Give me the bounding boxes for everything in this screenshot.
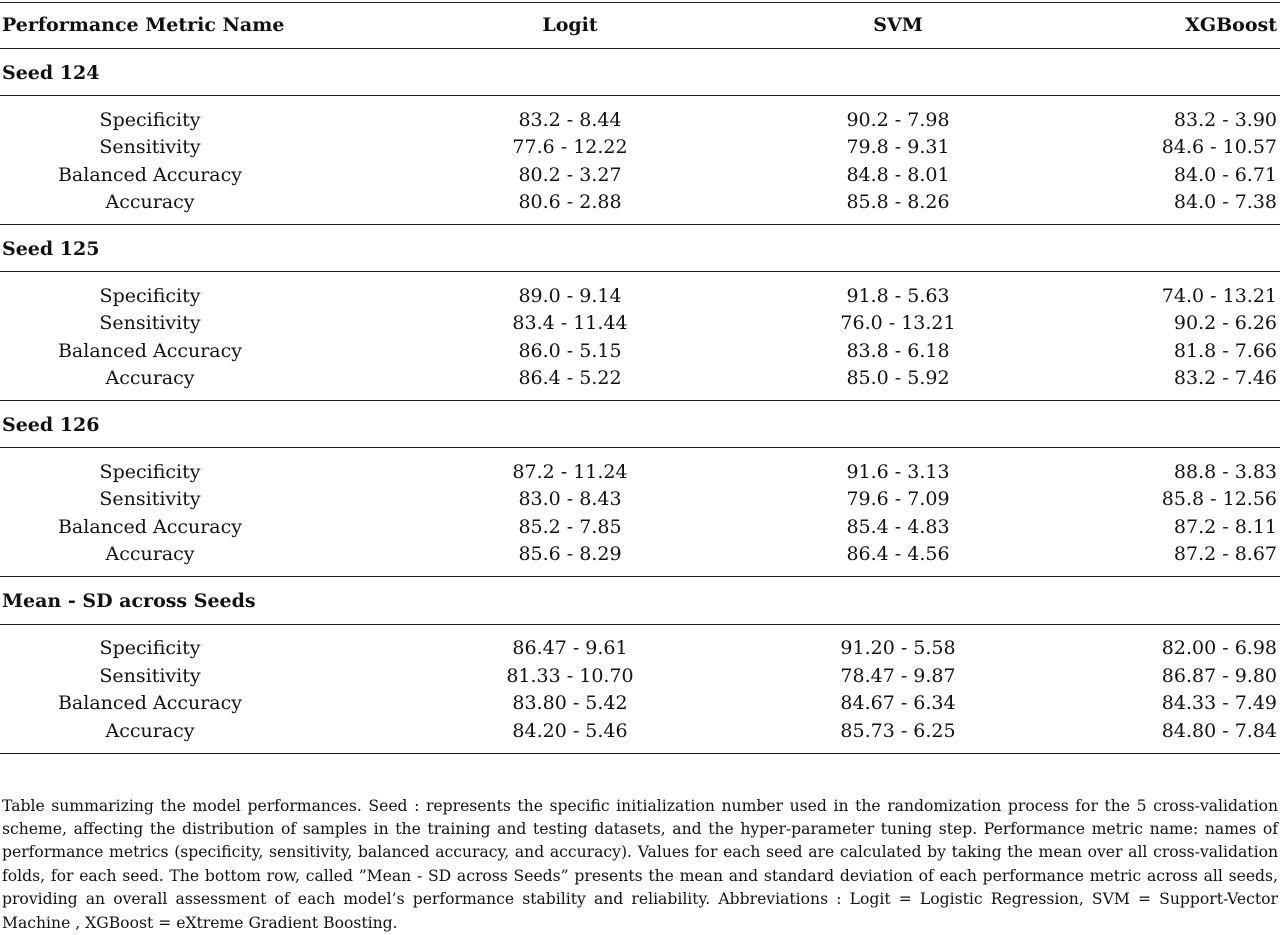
metric-label: Sensitivity [99, 488, 201, 510]
section-title-seed-126: Seed 126 [2, 414, 100, 436]
xgboost-value: 84.0 - 7.38 [1173, 191, 1277, 213]
xgboost-value: 82.00 - 6.98 [1161, 637, 1277, 659]
logit-value: 85.2 - 7.85 [518, 516, 622, 538]
section-rule [0, 400, 1280, 401]
metric-label: Specificity [99, 285, 201, 307]
logit-value: 87.2 - 11.24 [512, 461, 628, 483]
xgboost-value: 87.2 - 8.67 [1173, 543, 1277, 565]
section-title-seed-124: Seed 124 [2, 62, 100, 84]
section-rule [0, 447, 1280, 448]
section-rule [0, 576, 1280, 577]
svm-value: 84.8 - 8.01 [846, 164, 950, 186]
xgboost-value: 84.33 - 7.49 [1161, 692, 1277, 714]
logit-value: 86.4 - 5.22 [518, 367, 622, 389]
logit-value: 83.4 - 11.44 [512, 312, 628, 334]
metric-label: Sensitivity [99, 665, 201, 687]
logit-value: 86.0 - 5.15 [518, 340, 622, 362]
logit-value: 81.33 - 10.70 [506, 665, 634, 687]
logit-value: 83.80 - 5.42 [512, 692, 628, 714]
svm-value: 83.8 - 6.18 [846, 340, 950, 362]
metric-label: Specificity [99, 109, 201, 131]
metric-label: Specificity [99, 461, 201, 483]
metric-label: Sensitivity [99, 312, 201, 334]
logit-value: 83.2 - 8.44 [518, 109, 622, 131]
xgboost-value: 84.80 - 7.84 [1161, 720, 1277, 742]
xgboost-value: 84.0 - 6.71 [1173, 164, 1277, 186]
metric-label: Sensitivity [99, 136, 201, 158]
header-xgboost: XGBoost [1185, 14, 1277, 36]
svm-value: 91.20 - 5.58 [840, 637, 956, 659]
logit-value: 86.47 - 9.61 [512, 637, 628, 659]
xgboost-value: 84.6 - 10.57 [1161, 136, 1277, 158]
xgboost-value: 87.2 - 8.11 [1173, 516, 1277, 538]
logit-value: 89.0 - 9.14 [518, 285, 622, 307]
xgboost-value: 88.8 - 3.83 [1173, 461, 1277, 483]
svm-value: 91.8 - 5.63 [846, 285, 950, 307]
xgboost-value: 81.8 - 7.66 [1173, 340, 1277, 362]
metric-label: Accuracy [105, 367, 195, 389]
xgboost-value: 74.0 - 13.21 [1161, 285, 1277, 307]
logit-value: 80.6 - 2.88 [518, 191, 622, 213]
header-logit: Logit [542, 14, 598, 36]
xgboost-value: 85.8 - 12.56 [1161, 488, 1277, 510]
svm-value: 85.73 - 6.25 [840, 720, 956, 742]
svm-value: 76.0 - 13.21 [840, 312, 956, 334]
xgboost-value: 83.2 - 7.46 [1173, 367, 1277, 389]
metric-label: Balanced Accuracy [57, 692, 243, 714]
section-title-seed-125: Seed 125 [2, 238, 100, 260]
metric-label: Balanced Accuracy [57, 164, 243, 186]
xgboost-value: 86.87 - 9.80 [1161, 665, 1277, 687]
logit-value: 84.20 - 5.46 [512, 720, 628, 742]
header-rule [0, 48, 1280, 49]
svm-value: 79.6 - 7.09 [846, 488, 950, 510]
metric-label: Accuracy [105, 191, 195, 213]
svm-value: 86.4 - 4.56 [846, 543, 950, 565]
svm-value: 84.67 - 6.34 [840, 692, 956, 714]
svm-value: 78.47 - 9.87 [840, 665, 956, 687]
metric-label: Balanced Accuracy [57, 340, 243, 362]
section-title-mean-sd: Mean - SD across Seeds [2, 590, 256, 612]
logit-value: 80.2 - 3.27 [518, 164, 622, 186]
metric-label: Accuracy [105, 543, 195, 565]
logit-value: 83.0 - 8.43 [518, 488, 622, 510]
header-metric: Performance Metric Name [2, 14, 285, 36]
xgboost-value: 83.2 - 3.90 [1173, 109, 1277, 131]
svm-value: 91.6 - 3.13 [846, 461, 950, 483]
svm-value: 90.2 - 7.98 [846, 109, 950, 131]
svm-value: 79.8 - 9.31 [846, 136, 950, 158]
svm-value: 85.8 - 8.26 [846, 191, 950, 213]
table-top-rule [0, 2, 1280, 3]
metric-label: Accuracy [105, 720, 195, 742]
section-rule [0, 624, 1280, 625]
logit-value: 77.6 - 12.22 [512, 136, 628, 158]
section-rule [0, 224, 1280, 225]
section-rule [0, 95, 1280, 96]
table-bottom-rule [0, 753, 1280, 754]
table-caption: Table summarizing the model performances. Seed : represents the specific initialization number used in the randomization process for the 5 cross-validation scheme, affecting the distribution of samples in the training and testing datasets, and the hyper-parameter tuning step. Performance metric name: names of performance metrics (specificity, sensitivity, balanced accuracy, and accuracy). Values for each seed are calculated by taking the mean over all cross-validation folds, for each seed. The bottom row, called ”Mean - SD across Seeds” presents the mean and standard deviation of each performance metric across all seeds, providing an overall assessment of each model’s performance stability and reliability. Abbreviations : Logit = Logistic Regression, SVM = Support-Vector Machine , XGBoost = eXtreme Gradient Boosting. [2, 796, 1278, 932]
svm-value: 85.0 - 5.92 [846, 367, 950, 389]
metric-label: Specificity [99, 637, 201, 659]
xgboost-value: 90.2 - 6.26 [1173, 312, 1277, 334]
logit-value: 85.6 - 8.29 [518, 543, 622, 565]
section-rule [0, 271, 1280, 272]
header-svm: SVM [873, 14, 923, 36]
metric-label: Balanced Accuracy [57, 516, 243, 538]
svm-value: 85.4 - 4.83 [846, 516, 950, 538]
